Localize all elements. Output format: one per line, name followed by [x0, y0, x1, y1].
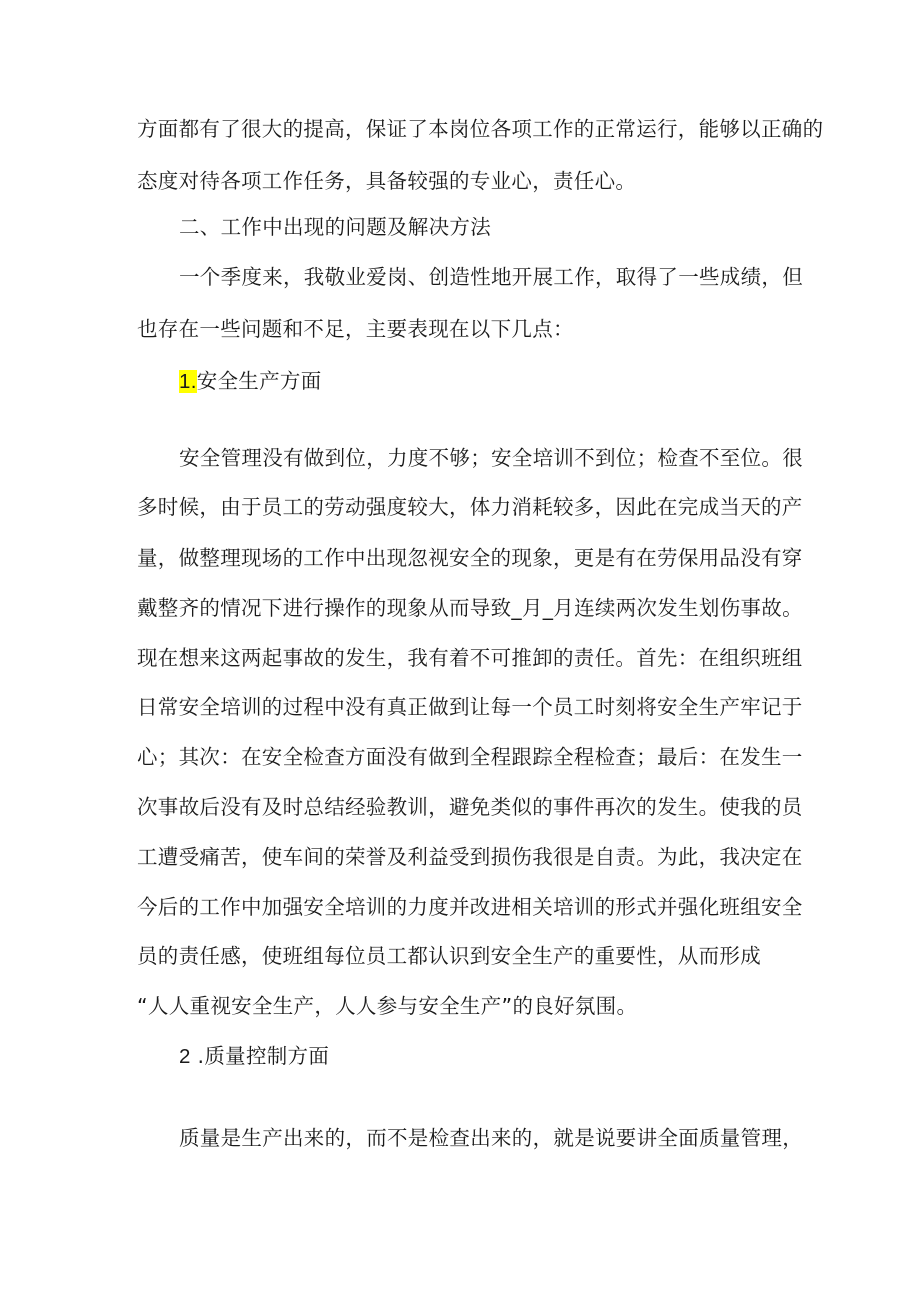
paragraph-line: 次事故后没有及时总结经验教训，避免类似的事件再次的发生。使我的员 [137, 795, 803, 819]
section-number: 2 [179, 1045, 191, 1068]
paragraph-line: 戴整齐的情况下进行操作的现象从而导致_月_月连续两次发生划伤事故。 [137, 596, 803, 620]
paragraph-line: 一个季度来，我敬业爱岗、创造性地开展工作，取得了一些成绩，但 [179, 265, 803, 289]
paragraph-line: 安全管理没有做到位，力度不够；安全培训不到位；检查不至位。很 [179, 446, 803, 470]
paragraph-line: 日常安全培训的过程中没有真正做到让每一个员工时刻将安全生产牢记于 [137, 695, 803, 719]
subsection-heading-2 [179, 1041, 839, 1071]
paragraph-line: “人人重视安全生产，人人参与安全生产”的良好氛围。 [137, 994, 638, 1018]
paragraph-line: 心；其次：在安全检查方面没有做到全程跟踪全程检查；最后：在发生一 [137, 745, 803, 769]
paragraph-line: 质量是生产出来的，而不是检查出来的，就是说要讲全面质量管理， [179, 1126, 803, 1150]
paragraph-line: 今后的工作中加强安全培训的力度并改进相关培训的形式并强化班组安全 [137, 895, 803, 919]
paragraph-line: 也存在一些问题和不足，主要表现在以下几点： [137, 317, 574, 341]
highlighted-number: 1. [179, 370, 197, 393]
paragraph-line: 现在想来这两起事故的发生，我有着不可推卸的责任。首先：在组织班组 [137, 646, 803, 670]
paragraph-line: 工遭受痛苦，使车间的荣誉及利益受到损伤我很是自责。为此，我决定在 [137, 845, 803, 869]
subsection-title: 安全生产方面 [196, 369, 322, 393]
paragraph-line: 量，做整理现场的工作中出现忽视安全的现象，更是有在劳保用品没有穿 [137, 546, 803, 570]
paragraph-line: 态度对待各项工作任务，具备较强的专业心，责任心。 [137, 169, 637, 193]
paragraph-line: 方面都有了很大的提高，保证了本岗位各项工作的正常运行，能够以正确的 [137, 117, 824, 141]
paragraph-line: 员的责任感，使班组每位员工都认识到安全生产的重要性，从而形成 [137, 944, 761, 968]
subsection-heading-1 [179, 366, 839, 396]
subsection-title: .质量控制方面 [197, 1044, 330, 1068]
section-heading: 二、工作中出现的问题及解决方法 [179, 215, 491, 239]
paragraph-line: 多时候，由于员工的劳动强度较大，体力消耗较多，因此在完成当天的产 [137, 495, 803, 519]
